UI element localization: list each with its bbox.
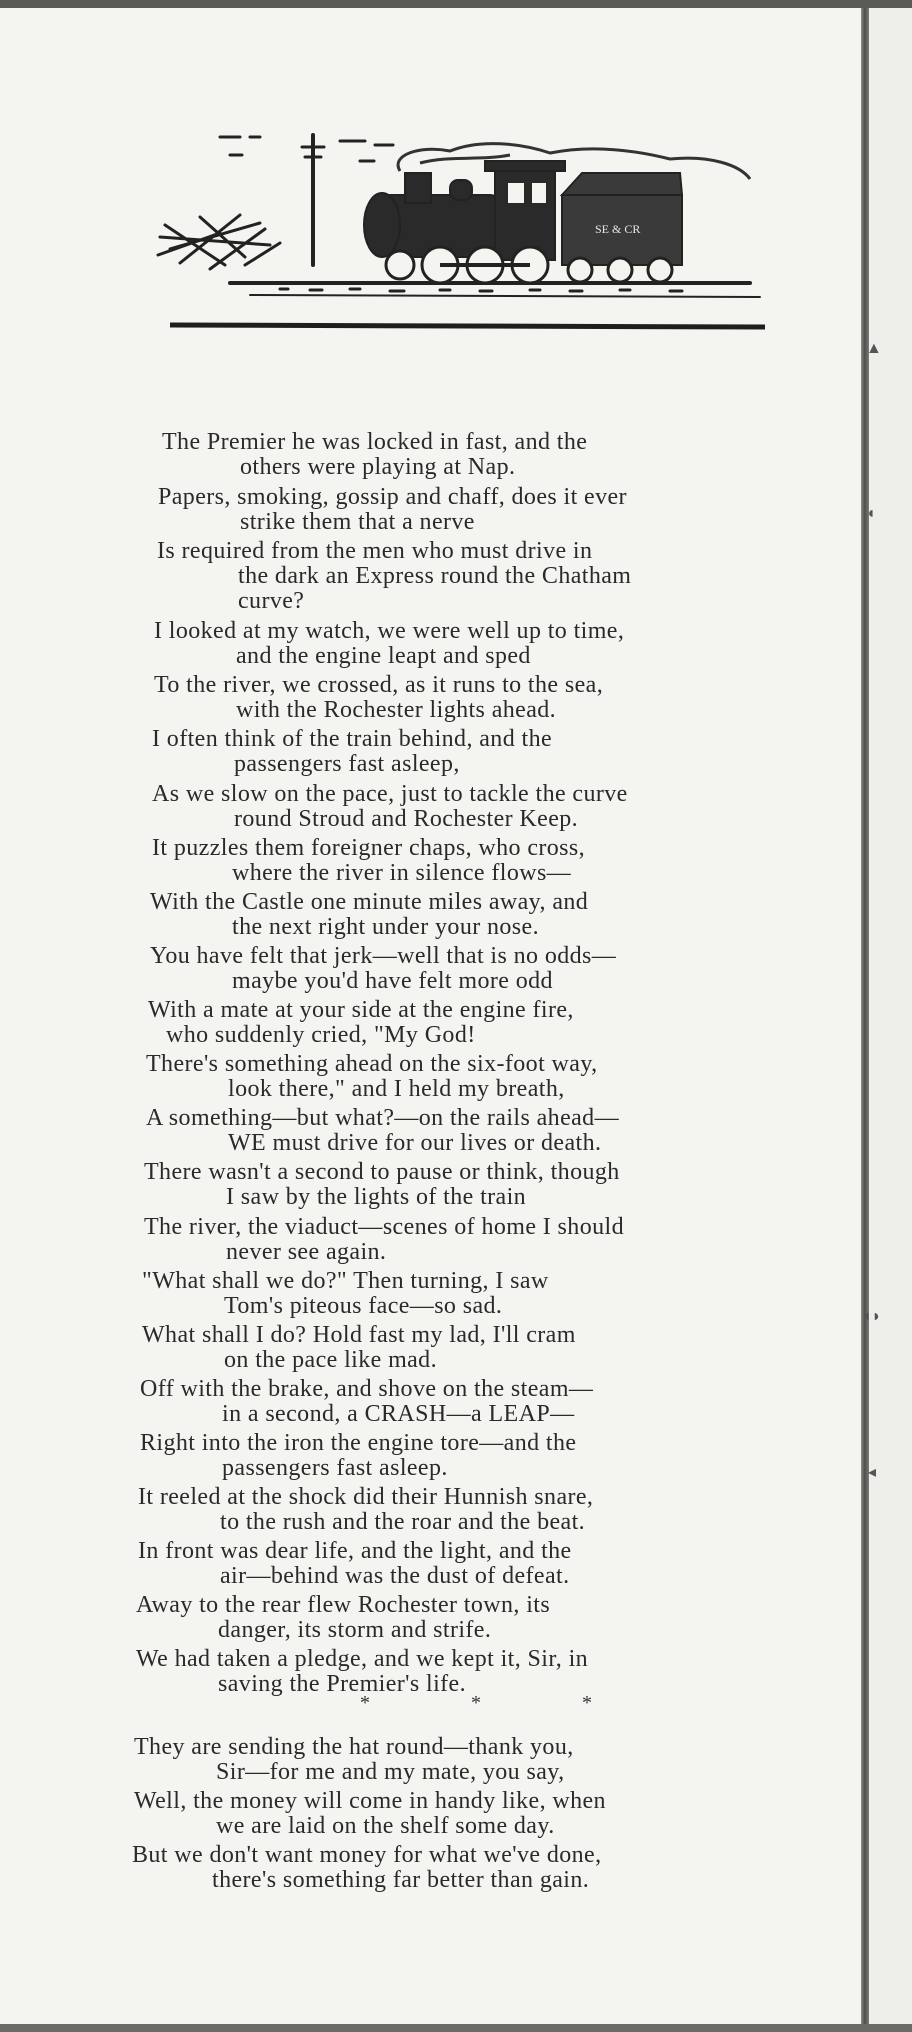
poem-line: who suddenly cried, "My God! [166, 1022, 476, 1048]
closing-line: we are laid on the shelf some day. [216, 1813, 555, 1839]
poem-line: in a second, a CRASH—a LEAP— [222, 1401, 575, 1427]
poem-line: and the engine leapt and sped [236, 643, 531, 669]
poem-line: with the Rochester lights ahead. [236, 697, 557, 723]
poem-line: To the river, we crossed, as it runs to the sea, [154, 672, 604, 698]
poem-line: With a mate at your side at the engine fire, [148, 997, 574, 1023]
poem-line: "What shall we do?" Then turning, I saw [142, 1268, 549, 1294]
poem-line: the next right under your nose. [232, 914, 539, 940]
poem-line: others were playing at Nap. [240, 454, 516, 480]
poem-line: WE must drive for our lives or death. [228, 1130, 602, 1156]
closing-line: They are sending the hat round—thank you, [134, 1734, 574, 1760]
poem-line: What shall I do? Hold fast my lad, I'll cram [142, 1322, 576, 1348]
margin-mark: ◖◗ [862, 1308, 882, 1325]
closing-line: Well, the money will come in handy like, when [134, 1788, 606, 1814]
poem-line: A something—but what?—on the rails ahead— [146, 1105, 619, 1131]
poem-line: saving the Premier's life. [218, 1671, 466, 1697]
poem-line: As we slow on the pace, just to tackle the curve [152, 781, 628, 807]
poem-line: round Stroud and Rochester Keep. [234, 806, 579, 832]
margin-mark: ◖ [866, 505, 876, 522]
tender-lettering: SE & CR [595, 222, 641, 236]
poem-line: Away to the rear flew Rochester town, its [136, 1592, 551, 1618]
poem-line: There wasn't a second to pause or think, though [144, 1159, 620, 1185]
poem-line: strike them that a nerve [240, 509, 475, 535]
poem-line: It puzzles them foreigner chaps, who cross, [152, 835, 586, 861]
poem-line: In front was dear life, and the light, and the [138, 1538, 572, 1564]
poem-line: look there," and I held my breath, [228, 1076, 565, 1102]
poem-line: I often think of the train behind, and the [152, 726, 553, 752]
poem-line: It reeled at the shock did their Hunnish snare, [138, 1484, 594, 1510]
poem-line: passengers fast asleep, [234, 751, 460, 777]
poem-line: passengers fast asleep. [222, 1455, 448, 1481]
poem-line: With the Castle one minute miles away, and [150, 889, 589, 915]
closing-line: there's something far better than gain. [212, 1867, 590, 1893]
poem-line: on the pace like mad. [224, 1347, 437, 1373]
poem-line: I saw by the lights of the train [226, 1184, 527, 1210]
poem-line: We had taken a pledge, and we kept it, Sir, in [136, 1646, 589, 1672]
poem-line: The river, the viaduct—scenes of home I should [144, 1214, 624, 1240]
poem-line: You have felt that jerk—well that is no odds— [150, 943, 617, 969]
poem-line: curve? [238, 588, 305, 614]
poem-line: maybe you'd have felt more odd [232, 968, 553, 994]
poem-line: Right into the iron the engine tore—and the [140, 1430, 577, 1456]
poem-line: Is required from the men who must drive in [157, 538, 593, 564]
poem-line: where the river in silence flows— [232, 860, 572, 886]
poem-line: The Premier he was locked in fast, and the [162, 429, 588, 455]
poem-line: Off with the brake, and shove on the steam— [140, 1376, 594, 1402]
poem-line: There's something ahead on the six-foot way, [146, 1051, 598, 1077]
section-separator: * * * [360, 1692, 640, 1714]
poem-line: Tom's piteous face—so sad. [224, 1293, 503, 1319]
closing-line: Sir—for me and my mate, you say, [216, 1759, 565, 1785]
poem-line: I looked at my watch, we were well up to time, [154, 618, 625, 644]
poem-line: Papers, smoking, gossip and chaff, does it ever [158, 484, 627, 510]
poem-line: danger, its storm and strife. [218, 1617, 492, 1643]
poem-line: to the rush and the roar and the beat. [220, 1509, 586, 1535]
margin-mark: ▲ [866, 340, 882, 357]
poem-line: never see again. [226, 1239, 387, 1265]
margin-mark: ◂ [868, 1464, 877, 1481]
closing-line: But we don't want money for what we've done, [132, 1842, 602, 1868]
poem-line: the dark an Express round the Chatham [238, 563, 632, 589]
poem-line: air—behind was the dust of defeat. [220, 1563, 570, 1589]
